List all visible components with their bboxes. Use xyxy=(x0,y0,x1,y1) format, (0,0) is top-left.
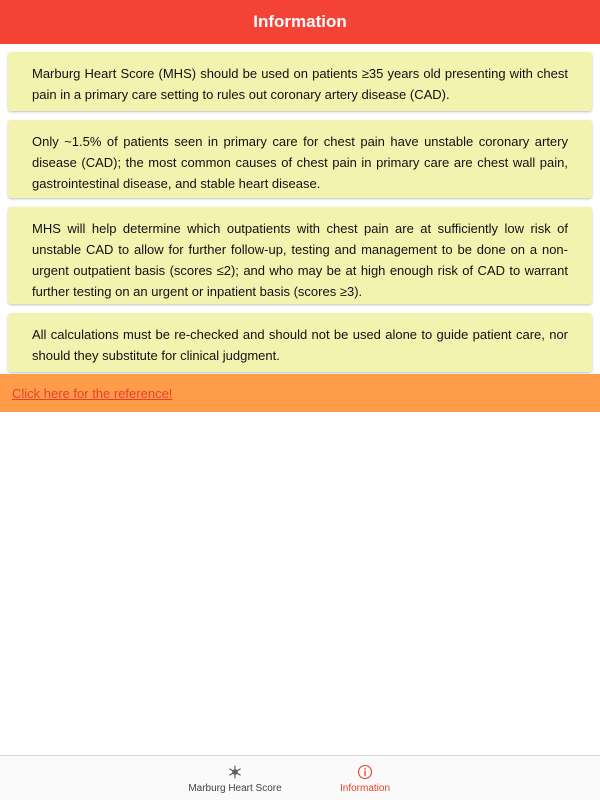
info-card-mhs-usage: Marburg Heart Score (MHS) should be used on patients ≥35 years old presenting with chest pain in a primary care setting to rules out coronary artery disease (CAD). xyxy=(8,52,592,111)
info-icon xyxy=(357,764,373,780)
tab-information[interactable] xyxy=(300,756,430,800)
reference-bar xyxy=(0,374,600,412)
asterisk-icon xyxy=(227,764,243,780)
info-content xyxy=(8,52,592,381)
page-title: Information xyxy=(253,12,347,31)
info-card-disclaimer: All calculations must be re-checked and should not be used alone to guide patient care, nor should they substitute for clinical judgment. xyxy=(8,313,592,372)
reference-link[interactable]: Click here for the reference! xyxy=(12,385,173,401)
tab-label: Information xyxy=(339,783,391,794)
info-card-risk-stratification: MHS will help determine which outpatients with chest pain are at sufficiently low risk of unstable CAD to allow for further follow-up, testing and management to be done on a non-urgent outpatient basis (scores ≤2); and who may be at high enough risk of CAD to warrant further testing on an urgent or inpatient basis (scores ≥3). xyxy=(8,207,592,304)
info-card-prevalence: Only ~1.5% of patients seen in primary care for chest pain have unstable coronary artery disease (CAD); the most common causes of chest pain in primary care are chest wall pain, gastrointestinal disease, and stable heart disease. xyxy=(8,120,592,198)
tab-marburg-heart-score[interactable] xyxy=(170,756,300,800)
tab-bar xyxy=(0,755,600,800)
navigation-bar xyxy=(0,0,600,44)
tab-label: Marburg Heart Score xyxy=(188,783,282,794)
